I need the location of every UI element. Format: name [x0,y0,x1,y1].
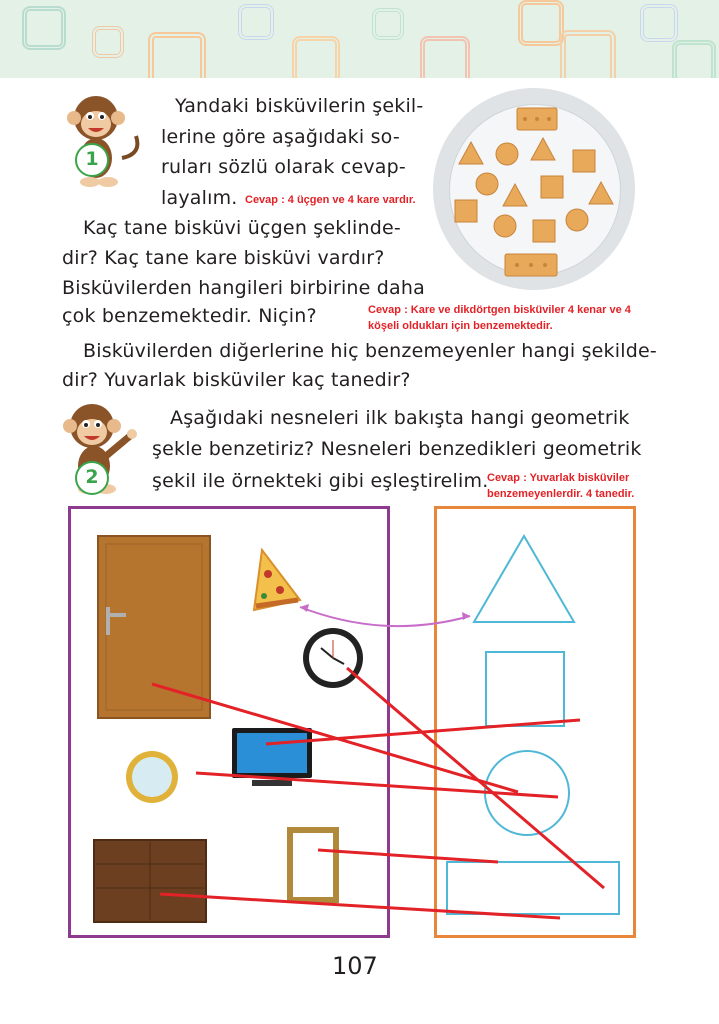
intro-line-2: lerine göre aşağıdaki so- [161,126,400,148]
triangle-shape [474,536,574,622]
answer-2-line-2: köşeli oldukları için benzemektedir. [368,320,553,332]
rectangle-shape [447,862,619,914]
page-number: 107 [332,952,378,980]
answer-1: Cevap : 4 üçgen ve 4 kare vardır. [245,194,416,206]
answer-2-line-1: Cevap : Kare ve dikdörtgen bisküviler 4 kenar ve 4 [368,304,631,316]
answer-3-line-1: Cevap : Yuvarlak bisküviler [487,472,630,484]
pizza-slice-object [254,550,300,610]
round-mirror-object [126,751,178,803]
dresser-object [94,840,206,922]
question-line-3: Bisküvilerden hangileri birbirine daha [62,277,425,299]
picture-frame-object [290,830,336,900]
answer-3-line-2: benzemeyenlerdir. 4 tanedir. [487,488,635,500]
example-arrow [300,604,470,626]
task-line-3: şekil ile örnekteki gibi eşleştirelim. [152,470,489,492]
intro-line-4: layalım. [161,187,238,209]
square-shape [486,652,564,726]
intro-line-3: ruları sözlü olarak cevap- [161,156,406,178]
task-line-2: şekle benzetiriz? Nesneleri benzedikleri geometrik [152,438,642,460]
question-number-2: 2 [75,461,109,495]
question-line-1: Kaç tane bisküvi üçgen şeklinde- [83,217,401,239]
door-object [98,536,210,718]
question-number-1: 1 [75,143,109,177]
wall-clock-object [303,628,363,688]
task-line-1: Aşağıdaki nesneleri ilk bakışta hangi geometrik [170,407,630,429]
question-line-2: dir? Kaç tane kare bisküvi vardır? [62,247,385,269]
answer-lines [152,668,604,918]
question-line-6: dir? Yuvarlak bisküviler kaç tanedir? [62,369,411,391]
intro-line-1: Yandaki bisküvilerin şekil- [175,95,424,117]
question-line-5: Bisküvilerden diğerlerine hiç benzemeyenler hangi şekilde- [83,340,657,362]
question-line-4: çok benzemektedir. Niçin? [62,305,317,327]
